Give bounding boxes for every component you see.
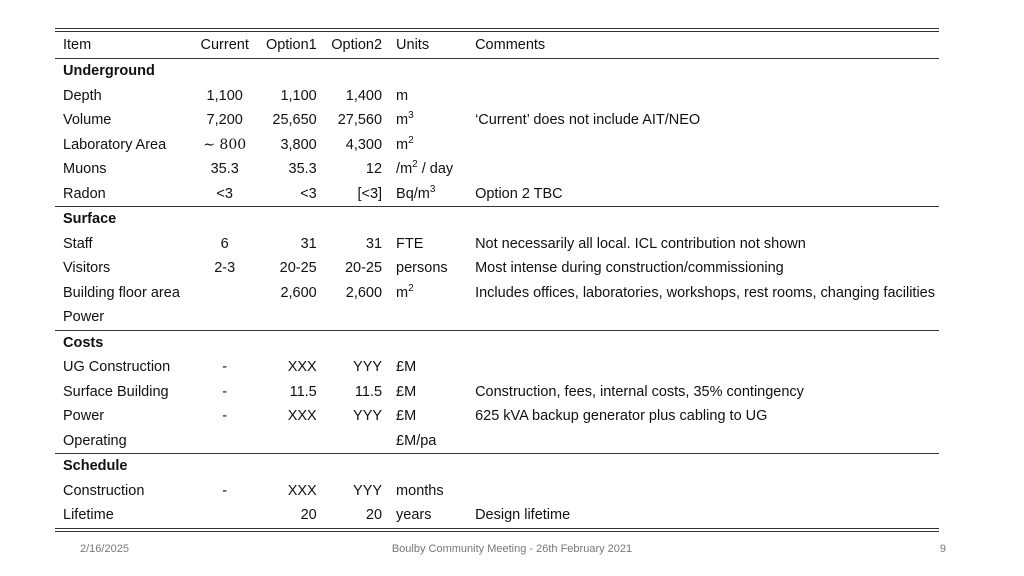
units-base: FTE xyxy=(396,235,424,252)
row-comment xyxy=(467,84,939,109)
row-option2: 20 xyxy=(365,507,383,524)
row-item: Operating xyxy=(55,429,194,454)
empty-cell xyxy=(467,454,939,479)
row-option1: 3,800 xyxy=(280,136,317,153)
comparison-table-wrapper xyxy=(55,28,939,532)
row-current: 35.3 xyxy=(210,161,239,178)
units-base: Bq/m xyxy=(396,185,430,202)
row-item: Lifetime xyxy=(63,507,114,524)
empty-cell xyxy=(194,454,255,479)
row-option2: YYY xyxy=(353,482,383,499)
row-option2: 1,400 xyxy=(345,87,383,104)
footer-page-number: 9 xyxy=(939,543,946,555)
row-option1: 31 xyxy=(300,235,317,252)
row-item: Volume xyxy=(63,112,112,129)
row-option1: 1,100 xyxy=(280,87,317,104)
row-item: Power xyxy=(55,305,194,330)
row-units xyxy=(386,108,467,133)
empty-cell xyxy=(467,207,939,232)
table-row xyxy=(55,429,939,454)
row-option2: YYY xyxy=(353,408,383,425)
row-item: Depth xyxy=(63,87,102,104)
row-item: Building floor area xyxy=(63,284,180,301)
row-option1: <3 xyxy=(255,182,320,207)
row-comment: ‘Current’ does not include AIT/NEO xyxy=(475,112,701,129)
row-comment xyxy=(467,157,939,182)
row-comment: Option 2 TBC xyxy=(467,182,939,207)
table-row xyxy=(55,355,939,380)
row-option2: 12 xyxy=(365,161,383,178)
table-row xyxy=(55,404,939,429)
row-item: Surface Building xyxy=(63,383,169,400)
row-current: - xyxy=(222,482,228,499)
row-units xyxy=(386,84,467,109)
units-exponent: 2 xyxy=(408,134,414,146)
row-option2: 20-25 xyxy=(344,260,383,277)
empty-cell xyxy=(194,207,255,232)
units-base: months xyxy=(396,482,444,499)
empty-cell xyxy=(467,59,939,84)
row-current: 2-3 xyxy=(214,260,236,277)
header-current: Current xyxy=(194,32,255,59)
row-option2: 2,600 xyxy=(345,284,383,301)
row-comment xyxy=(467,133,939,158)
row-option1 xyxy=(255,305,320,330)
row-comment xyxy=(467,429,939,454)
row-units xyxy=(386,503,467,528)
row-option1: XXX xyxy=(287,482,317,499)
empty-cell xyxy=(467,330,939,355)
table-row xyxy=(55,305,939,330)
units-exponent: 3 xyxy=(429,183,436,195)
row-current xyxy=(194,429,255,454)
table-row xyxy=(55,157,939,182)
row-units xyxy=(386,355,467,380)
section-title: Surface xyxy=(63,211,117,228)
row-option2: 27,560 xyxy=(337,112,383,129)
section-header-row xyxy=(55,59,939,84)
row-option2: [<3] xyxy=(321,182,386,207)
row-item: Construction xyxy=(63,482,145,499)
row-comment xyxy=(467,305,939,330)
row-option2: YYY xyxy=(353,359,383,376)
section-header-row xyxy=(55,330,939,355)
table-row xyxy=(55,503,939,528)
table-row xyxy=(55,281,939,306)
footer-date: 2/16/2025 xyxy=(80,543,129,555)
row-comment xyxy=(467,355,939,380)
units-base: £M xyxy=(396,359,417,376)
row-current: - xyxy=(222,359,228,376)
row-units xyxy=(386,429,467,454)
row-comment: Includes offices, laboratories, workshops, rest rooms, changing facilities xyxy=(475,284,935,301)
row-option1: 20-25 xyxy=(279,260,317,277)
units-base: £M/pa xyxy=(396,432,437,449)
header-row xyxy=(55,32,939,59)
row-item: Radon xyxy=(55,182,194,207)
row-current: 1,100 xyxy=(206,87,243,104)
empty-cell xyxy=(386,454,467,479)
row-comment: 625 kVA backup generator plus cabling to UG xyxy=(475,408,768,425)
units-base: £M xyxy=(396,408,417,425)
row-units xyxy=(386,479,467,504)
empty-cell xyxy=(321,207,386,232)
row-units xyxy=(386,305,467,330)
units-exponent: 2 xyxy=(408,282,414,294)
row-item: Visitors xyxy=(63,260,111,277)
units-base: m xyxy=(396,136,409,153)
empty-cell xyxy=(255,330,320,355)
section-title: Costs xyxy=(63,334,104,351)
row-current xyxy=(194,305,255,330)
row-item: UG Construction xyxy=(63,359,171,376)
units-base: years xyxy=(396,507,432,524)
empty-cell xyxy=(255,454,320,479)
section-header-row xyxy=(55,207,939,232)
units-base: /m xyxy=(396,161,413,178)
units-base: m xyxy=(396,284,409,301)
table-row xyxy=(55,182,939,207)
units-base: persons xyxy=(396,260,448,277)
table-body xyxy=(55,59,939,528)
row-option2: 4,300 xyxy=(345,136,383,153)
row-comment xyxy=(467,479,939,504)
units-suffix: / day xyxy=(417,161,454,178)
row-option1: 11.5 xyxy=(289,383,317,400)
empty-cell xyxy=(194,59,255,84)
header-comments: Comments xyxy=(467,32,939,59)
row-option1: XXX xyxy=(287,359,317,376)
units-base: £M xyxy=(396,383,417,400)
row-current: - xyxy=(222,408,228,425)
header-item: Item xyxy=(55,32,194,59)
row-units xyxy=(386,256,467,281)
row-units xyxy=(386,133,467,158)
row-current: ∼ 800 xyxy=(203,136,247,153)
row-units xyxy=(386,182,467,207)
table-row xyxy=(55,133,939,158)
table-row xyxy=(55,479,939,504)
footer-title: Boulby Community Meeting - 26th February 2021 xyxy=(391,543,633,555)
empty-cell xyxy=(386,330,467,355)
row-option1: XXX xyxy=(287,408,317,425)
table-row xyxy=(55,232,939,257)
row-current: - xyxy=(222,383,228,400)
row-current xyxy=(194,503,255,528)
empty-cell xyxy=(386,59,467,84)
row-units xyxy=(386,281,467,306)
comparison-table xyxy=(55,32,939,528)
units-exponent: 2 xyxy=(412,159,418,171)
row-current: 7,200 xyxy=(206,112,243,129)
row-current xyxy=(194,281,255,306)
bottom-double-rule xyxy=(55,528,939,532)
empty-cell xyxy=(386,207,467,232)
units-exponent: 3 xyxy=(408,110,414,122)
row-item: Laboratory Area xyxy=(63,136,167,153)
row-units xyxy=(386,232,467,257)
row-units xyxy=(386,404,467,429)
table-row xyxy=(55,108,939,133)
table-row xyxy=(55,256,939,281)
row-comment: Not necessarily all local. ICL contribution not shown xyxy=(475,235,806,252)
row-item: Muons xyxy=(63,161,107,178)
row-item: Staff xyxy=(63,235,93,252)
empty-cell xyxy=(194,330,255,355)
row-option1 xyxy=(255,429,320,454)
row-comment: Most intense during construction/commissioning xyxy=(475,260,784,277)
section-title: Underground xyxy=(63,63,155,80)
row-option2 xyxy=(321,305,386,330)
units-base: m xyxy=(396,87,409,104)
header-option2: Option2 xyxy=(321,32,386,59)
units-base: m xyxy=(396,112,409,129)
row-units xyxy=(386,157,467,182)
empty-cell xyxy=(321,454,386,479)
row-option2: 11.5 xyxy=(354,383,383,400)
row-comment: Design lifetime xyxy=(475,507,571,524)
row-option1: 25,650 xyxy=(272,112,317,129)
section-title: Schedule xyxy=(63,458,128,475)
row-current: 6 xyxy=(220,235,229,252)
empty-cell xyxy=(255,59,320,84)
row-option1: 20 xyxy=(300,507,317,524)
row-item: Power xyxy=(63,408,105,425)
empty-cell xyxy=(321,330,386,355)
row-current: <3 xyxy=(194,182,255,207)
header-option1: Option1 xyxy=(255,32,320,59)
row-option1: 35.3 xyxy=(288,161,317,178)
header-units: Units xyxy=(386,32,467,59)
row-option1: 2,600 xyxy=(280,284,317,301)
table-row xyxy=(55,380,939,405)
section-header-row xyxy=(55,454,939,479)
empty-cell xyxy=(255,207,320,232)
empty-cell xyxy=(321,59,386,84)
table-row xyxy=(55,84,939,109)
row-option2 xyxy=(321,429,386,454)
row-comment: Construction, fees, internal costs, 35% contingency xyxy=(475,383,804,400)
row-option2: 31 xyxy=(365,235,383,252)
row-units xyxy=(386,380,467,405)
